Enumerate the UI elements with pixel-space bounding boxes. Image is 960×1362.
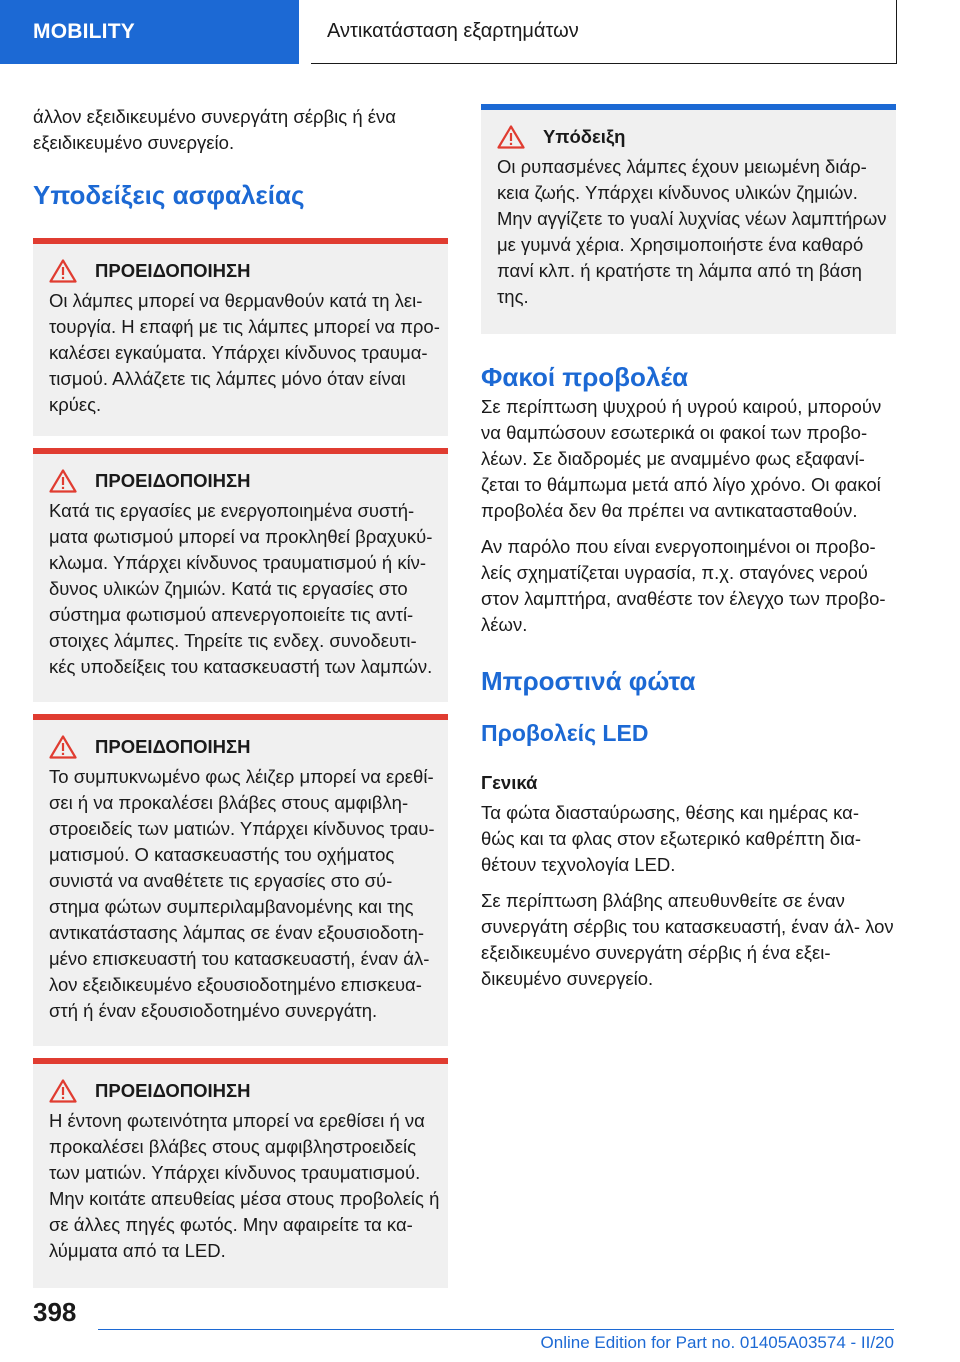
warning-triangle-icon [497, 125, 525, 149]
warning-title [33, 468, 446, 494]
header-chapter-label: Αντικατάσταση εξαρτημάτων [327, 20, 579, 42]
warning-title-text: ΠΡΟΕΙΔΟΠΟΙΗΣΗ [95, 1080, 251, 1101]
warning-triangle-icon [49, 1079, 77, 1103]
warning-text: Κατά τις εργασίες με ενεργοποιημένα συστή- ματα φωτισμού μπορεί να προκληθεί βραχυκύ- κλωμα. Υπάρχει κίνδυνος τραυματισμού ή κίν- δυνος υλικών ζημιών. Κατά τις εργασίες στο σύστημα φωτισμού απενεργοποιείτε τις αντί- στοιχες λάμπες. Τηρείτε τις ενδεχ. συνοδευτι- κές υποδείξεις του κατασκευαστή των λαμπών. [49, 500, 433, 677]
warning-title [33, 734, 446, 760]
safety-heading: Υποδείξεις ασφαλείας [33, 180, 305, 210]
warning-text: Η έντονη φωτεινότητα μπορεί να ερεθίσει ή να προκαλέσει βλάβες στους αμφιβληστροειδείς των ματιών. Υπάρχει κίνδυνος τραυματισμού. Μην κοιτάτε απευθείας μέσα στους προβολείς ή σε άλλες πηγές φωτός. Μην αφαιρείτε τα κα- λύμματα από τα LED. [49, 1110, 440, 1261]
warning-title [33, 258, 446, 284]
warning-triangle-icon [49, 259, 77, 283]
intro-paragraph: άλλον εξειδικευμένο συνεργάτη σέρβις ή ένα εξειδικευμένο συνεργείο. [33, 106, 396, 153]
page-number: 398 [33, 1297, 77, 1327]
warning-title-text: ΠΡΟΕΙΔΟΠΟΙΗΣΗ [95, 260, 251, 281]
note-title [481, 124, 894, 150]
general-paragraph-2: Σε περίπτωση βλάβης απευθυνθείτε σε έναν συνεργάτη σέρβις του κατασκευαστή, έναν άλ- λον εξειδικευμένο συνεργάτη σέρβις ή ένα εξει- δικευμένο συνεργείο. [481, 890, 894, 989]
footer-edition: Online Edition for Part no. 01405A03574 - II/20 [540, 1333, 894, 1352]
warning-title [33, 1078, 446, 1104]
header-section-tab [0, 0, 299, 64]
warning-text: Το συμπυκνωμένο φως λέιζερ μπορεί να ερεθί- σει ή να προκαλέσει βλάβες στους αμφιβλη- στροειδείς των ματιών. Υπάρχει κίνδυνος τραυ- ματισμού. Ο κατασκευαστής του οχήματος συνιστά να αναθέτετε τις εργασίες στο σύ- στημα φώτων συμπεριλαμβανομένης και της αντικατάστασης λάμπας σε έναν εξουσιοδοτη- μένο επισκευαστή του κατασκευαστή, έναν άλ- λον εξειδικευμένο εξουσιοδοτημένο επισκευα- στή ή έναν εξουσιοδοτημένο συνεργάτη. [49, 766, 435, 1021]
led-heading: Προβολείς LED [481, 720, 649, 746]
lenses-paragraph-1: Σε περίπτωση ψυχρού ή υγρού καιρού, μπορούν να θαμπώσουν εσωτερικά οι φακοί των προβο- λέων. Σε διαδρομές με αναμμένο φως εξαφανί- ζεται το θάμπωμα μετά από λίγο χρόνο. Οι φακοί προβολέα δεν θα πρέπει να αντικατασταθούν. [481, 396, 882, 521]
header-chapter [311, 0, 897, 64]
warning-triangle-icon [49, 469, 77, 493]
warning-title-text: ΠΡΟΕΙΔΟΠΟΙΗΣΗ [95, 470, 251, 491]
note-title-text: Υπόδειξη [543, 126, 626, 147]
warning-box [33, 1058, 448, 1288]
front-lights-heading: Μπροστινά φώτα [481, 666, 696, 696]
warning-text: Οι λάμπες μπορεί να θερμανθούν κατά τη λει- τουργία. Η επαφή με τις λάμπες μπορεί να προ- καλέσει εγκαύματα. Υπάρχει κίνδυνος τραυμα- τισμού. Αλλάζετε τις λάμπες μόνο όταν είναι κρύες. [49, 290, 440, 415]
footer-rule [98, 1329, 894, 1330]
note-box [481, 104, 896, 334]
lenses-heading: Φακοί προβολέα [481, 362, 689, 392]
warning-triangle-icon [49, 735, 77, 759]
lenses-paragraph-2: Αν παρόλο που είναι ενεργοποιημένοι οι προβο- λείς σχηματίζεται υγρασία, π.χ. σταγόνες νερού στον λαμπτήρα, αναθέστε τον έλεγχο των προβο- λέων. [481, 536, 886, 635]
general-heading: Γενικά [481, 772, 538, 793]
warning-box [33, 238, 448, 436]
warning-box [33, 448, 448, 702]
general-paragraph-1: Τα φώτα διασταύρωσης, θέσης και ημέρας κα- θώς και τα φλας στον εξωτερικό καθρέπτη δια- θέτουν τεχνολογία LED. [481, 802, 862, 875]
warning-title-text: ΠΡΟΕΙΔΟΠΟΙΗΣΗ [95, 736, 251, 757]
right-column [481, 104, 896, 1002]
left-column [33, 104, 448, 1288]
warning-box [33, 714, 448, 1046]
note-text: Οι ρυπασμένες λάμπες έχουν μειωμένη διάρ- κεια ζωής. Υπάρχει κίνδυνος υλικών ζημιών. Μην αγγίζετε το γυαλί λυχνίας νέων λαμπτήρων με γυμνά χέρια. Χρησιμοποιήστε ένα καθαρό πανί κλπ. ή κρατήστε τη λάμπα από τη βάση της. [497, 156, 887, 307]
header-section-label: MOBILITY [33, 20, 135, 43]
